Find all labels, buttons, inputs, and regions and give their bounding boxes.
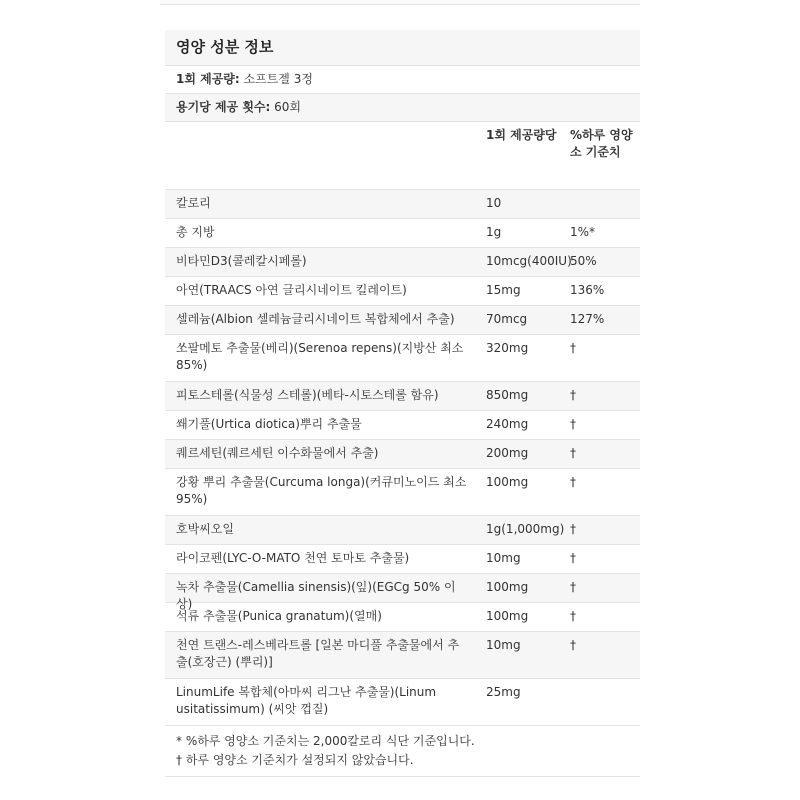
servings-per-container-value: 60회 (270, 100, 301, 114)
nutrient-amount: 25mg (486, 685, 521, 699)
nutrient-daily-value: 1%* (570, 225, 596, 239)
table-row (165, 335, 640, 382)
nutrient-daily-value: † (570, 388, 576, 402)
header-name-cell (165, 122, 477, 189)
nutrient-daily-value: 50% (570, 254, 597, 268)
nutrient-name: 칼로리 (176, 196, 211, 210)
nutrient-daily-value: † (570, 609, 576, 623)
footnote-not-established: † 하루 영양소 기준치가 설정되지 않았습니다. (176, 753, 414, 767)
table-row (165, 248, 640, 277)
serving-size-value: 소프트젤 3정 (239, 72, 313, 86)
table-row (165, 679, 640, 726)
nutrient-daily-value: † (570, 638, 576, 652)
nutrient-amount: 1g (486, 225, 502, 239)
nutrient-name: 녹차 추출물(Camellia sinensis)(잎)(EGCg 50% 이상) (176, 580, 456, 611)
nutrient-name: 피토스테롤(식물성 스테롤)(베타-시토스테롤 함유) (176, 388, 439, 402)
nutrient-daily-value: † (570, 446, 576, 460)
nutrient-daily-value: 127% (570, 312, 605, 326)
nutrient-name: 호박씨오일 (176, 522, 234, 536)
nutrient-name: 석류 추출물(Punica granatum)(열매) (176, 609, 382, 623)
table-row (165, 190, 640, 219)
table-row (165, 382, 640, 411)
nutrient-daily-value: 136% (570, 283, 605, 297)
nutrient-name: 셀레늄(Albion 셀레늄글리시네이트 복합체에서 추출) (176, 312, 455, 326)
nutrient-amount: 100mg (486, 609, 529, 623)
nutrient-name: 총 지방 (176, 225, 215, 239)
nutrient-amount: 10mg (486, 551, 521, 565)
nutrient-name: 라이코펜(LYC-O-MATO 천연 토마토 추출물) (176, 551, 410, 565)
nutrient-amount: 320mg (486, 341, 529, 355)
nutrient-amount: 10 (486, 196, 502, 210)
serving-size-label: 1회 제공량: (176, 72, 240, 86)
servings-per-container-label: 용기당 제공 횟수: (176, 100, 271, 114)
nutrient-amount: 240mg (486, 417, 529, 431)
nutrient-daily-value: † (570, 580, 576, 594)
panel-title: 영양 성분 정보 (165, 30, 640, 66)
table-row (165, 277, 640, 306)
nutrient-amount: 850mg (486, 388, 529, 402)
nutrient-name: 천연 트랜스-레스베라트롤 [일본 마디풀 추출물에서 추출(호장근) (뿌리)] (176, 638, 460, 669)
nutrient-name: 비타민D3(콜레칼시페롤) (176, 254, 307, 268)
table-row (165, 516, 640, 545)
table-row (165, 306, 640, 335)
footnote-daily-value: * %하루 영양소 기준치는 2,000칼로리 식단 기준입니다. (176, 734, 475, 748)
nutrient-amount: 15mg (486, 283, 521, 297)
nutrient-name: 퀘르세틴(퀘르세틴 이수화물에서 추출) (176, 446, 379, 460)
nutrient-daily-value: † (570, 475, 576, 489)
header-daily-value: %하루 영양소 기준치 (570, 128, 633, 159)
header-amount: 1회 제공량당 (486, 128, 557, 142)
servings-per-container (165, 94, 640, 122)
nutrient-daily-value: † (570, 417, 576, 431)
table-row (165, 603, 640, 632)
nutrient-daily-value: † (570, 522, 576, 536)
nutrient-amount: 10mg (486, 638, 521, 652)
nutrient-name: 아연(TRAACS 아연 글리시네이트 킬레이트) (176, 283, 407, 297)
nutrient-amount: 1g(1,000mg) (486, 522, 565, 536)
nutrient-name: 강황 뿌리 추출물(Curcuma longa)(커큐미노이드 최소 95%) (176, 475, 467, 506)
table-row (165, 469, 640, 516)
nutrient-name: 쏘팔메토 추출물(베리)(Serenoa repens)(지방산 최소 85%) (176, 341, 464, 372)
nutrient-name: 쐐기풀(Urtica diotica)뿌리 추출물 (176, 417, 362, 431)
nutrient-daily-value (565, 190, 640, 218)
nutrient-daily-value: † (570, 341, 576, 355)
serving-size (165, 66, 640, 94)
table-row (165, 632, 640, 679)
table-row (165, 411, 640, 440)
nutrient-name: LinumLife 복합체(아마씨 리그난 추출물)(Linum usitatissimum) (씨앗 껍질) (176, 685, 437, 716)
nutrient-daily-value (565, 679, 640, 725)
table-row (165, 574, 640, 611)
table-row (165, 219, 640, 248)
nutrient-amount: 100mg (486, 580, 529, 594)
table-row (165, 545, 640, 574)
nutrient-amount: 10mcg(400IU) (486, 254, 572, 268)
top-divider (160, 0, 640, 5)
table-row (165, 440, 640, 469)
table-header (165, 122, 640, 190)
nutrient-amount: 70mcg (486, 312, 528, 326)
footnotes (165, 726, 640, 777)
nutrient-amount: 100mg (486, 475, 529, 489)
supplement-facts-panel (165, 30, 640, 777)
nutrient-amount: 200mg (486, 446, 529, 460)
nutrient-daily-value: † (570, 551, 576, 565)
nutrient-rows (165, 190, 640, 726)
